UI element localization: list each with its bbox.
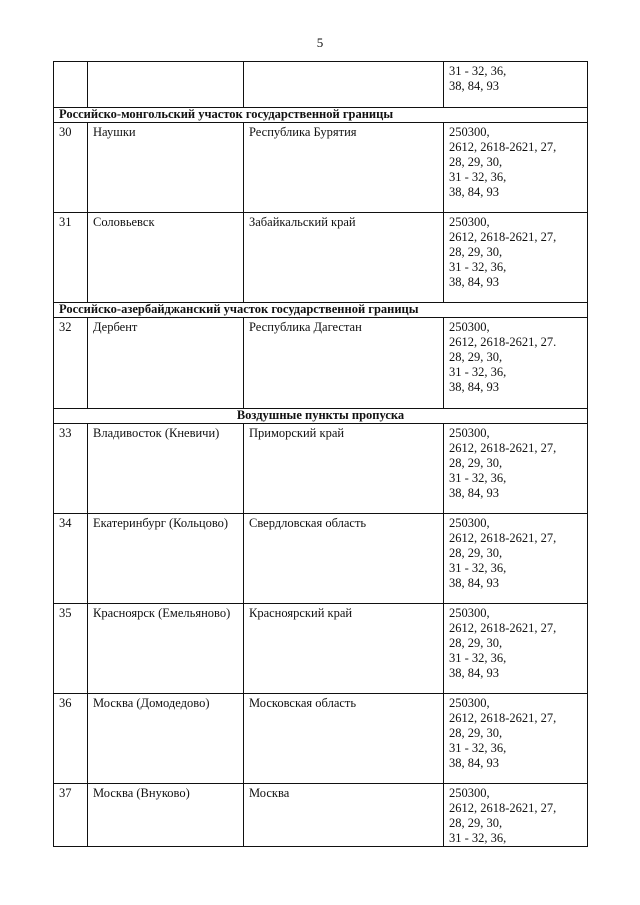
code-line: 31 - 32, 36, [449, 831, 507, 845]
code-line: 250300, [449, 606, 490, 620]
commodity-codes [444, 424, 588, 514]
commodity-codes [444, 694, 588, 784]
code-line: 28, 29, 30, [449, 636, 503, 650]
section-header-row [54, 303, 588, 318]
code-line: 38, 84, 93 [449, 275, 499, 289]
checkpoint-number: 35 [54, 604, 88, 694]
checkpoint-region: Забайкальский край [244, 213, 444, 303]
checkpoint-region: Московская область [244, 694, 444, 784]
code-line: 2612, 2618-2621, 27, [449, 230, 557, 244]
code-line: 38, 84, 93 [449, 79, 499, 93]
table-row [54, 213, 588, 303]
checkpoint-name: Екатеринбург (Кольцово) [88, 514, 244, 604]
checkpoint-number: 34 [54, 514, 88, 604]
checkpoint-name: Владивосток (Кневичи) [88, 424, 244, 514]
code-line: 31 - 32, 36, [449, 170, 507, 184]
code-line: 28, 29, 30, [449, 816, 503, 830]
checkpoint-name: Дербент [88, 318, 244, 409]
commodity-codes [444, 784, 588, 847]
checkpoint-name: Москва (Внуково) [88, 784, 244, 847]
code-line: 38, 84, 93 [449, 185, 499, 199]
checkpoint-region: Республика Дагестан [244, 318, 444, 409]
commodity-codes [444, 213, 588, 303]
section-header-row [54, 409, 588, 424]
checkpoint-number: 37 [54, 784, 88, 847]
code-line: 250300, [449, 696, 490, 710]
code-line: 28, 29, 30, [449, 350, 503, 364]
checkpoint-region: Республика Бурятия [244, 123, 444, 213]
checkpoint-number: 32 [54, 318, 88, 409]
code-line: 250300, [449, 786, 490, 800]
checkpoint-region [244, 62, 444, 108]
code-line: 250300, [449, 426, 490, 440]
code-line: 38, 84, 93 [449, 486, 499, 500]
commodity-codes [444, 514, 588, 604]
code-line: 31 - 32, 36, [449, 64, 507, 78]
section-title: Воздушные пункты пропуска [54, 409, 588, 424]
checkpoint-name: Соловьевск [88, 213, 244, 303]
checkpoints-table [53, 61, 588, 847]
checkpoint-name: Наушки [88, 123, 244, 213]
code-line: 2612, 2618-2621, 27. [449, 335, 557, 349]
section-title: Российско-азербайджанский участок государственной границы [54, 303, 588, 318]
commodity-codes [444, 62, 588, 108]
code-line: 31 - 32, 36, [449, 651, 507, 665]
table-row [54, 784, 588, 847]
checkpoint-region: Приморский край [244, 424, 444, 514]
code-line: 2612, 2618-2621, 27, [449, 801, 557, 815]
table-row [54, 318, 588, 409]
code-line: 38, 84, 93 [449, 756, 499, 770]
code-line: 250300, [449, 215, 490, 229]
table-row [54, 424, 588, 514]
code-line: 28, 29, 30, [449, 726, 503, 740]
checkpoint-number: 33 [54, 424, 88, 514]
code-line: 2612, 2618-2621, 27, [449, 441, 557, 455]
code-line: 31 - 32, 36, [449, 561, 507, 575]
checkpoint-number [54, 62, 88, 108]
code-line: 28, 29, 30, [449, 245, 503, 259]
section-header-row [54, 108, 588, 123]
code-line: 31 - 32, 36, [449, 260, 507, 274]
code-line: 28, 29, 30, [449, 546, 503, 560]
checkpoint-region: Красноярский край [244, 604, 444, 694]
table-row [54, 514, 588, 604]
code-line: 2612, 2618-2621, 27, [449, 140, 557, 154]
code-line: 31 - 32, 36, [449, 365, 507, 379]
code-line: 31 - 32, 36, [449, 471, 507, 485]
checkpoint-region: Свердловская область [244, 514, 444, 604]
code-line: 38, 84, 93 [449, 380, 499, 394]
page-number: 5 [316, 35, 324, 50]
commodity-codes [444, 123, 588, 213]
table-row [54, 694, 588, 784]
table-row [54, 604, 588, 694]
commodity-codes [444, 318, 588, 409]
table-row [54, 62, 588, 108]
checkpoint-name [88, 62, 244, 108]
code-line: 38, 84, 93 [449, 576, 499, 590]
table-row [54, 123, 588, 213]
code-line: 2612, 2618-2621, 27, [449, 621, 557, 635]
section-title: Российско-монгольский участок государственной границы [54, 108, 588, 123]
code-line: 250300, [449, 125, 490, 139]
code-line: 250300, [449, 516, 490, 530]
checkpoint-number: 30 [54, 123, 88, 213]
table-body [54, 62, 588, 847]
code-line: 2612, 2618-2621, 27, [449, 711, 557, 725]
code-line: 38, 84, 93 [449, 666, 499, 680]
checkpoint-number: 36 [54, 694, 88, 784]
code-line: 2612, 2618-2621, 27, [449, 531, 557, 545]
checkpoint-region: Москва [244, 784, 444, 847]
checkpoint-name: Красноярск (Емельяново) [88, 604, 244, 694]
code-line: 28, 29, 30, [449, 456, 503, 470]
code-line: 250300, [449, 320, 490, 334]
checkpoint-name: Москва (Домодедово) [88, 694, 244, 784]
code-line: 28, 29, 30, [449, 155, 503, 169]
checkpoint-number: 31 [54, 213, 88, 303]
commodity-codes [444, 604, 588, 694]
code-line: 31 - 32, 36, [449, 741, 507, 755]
